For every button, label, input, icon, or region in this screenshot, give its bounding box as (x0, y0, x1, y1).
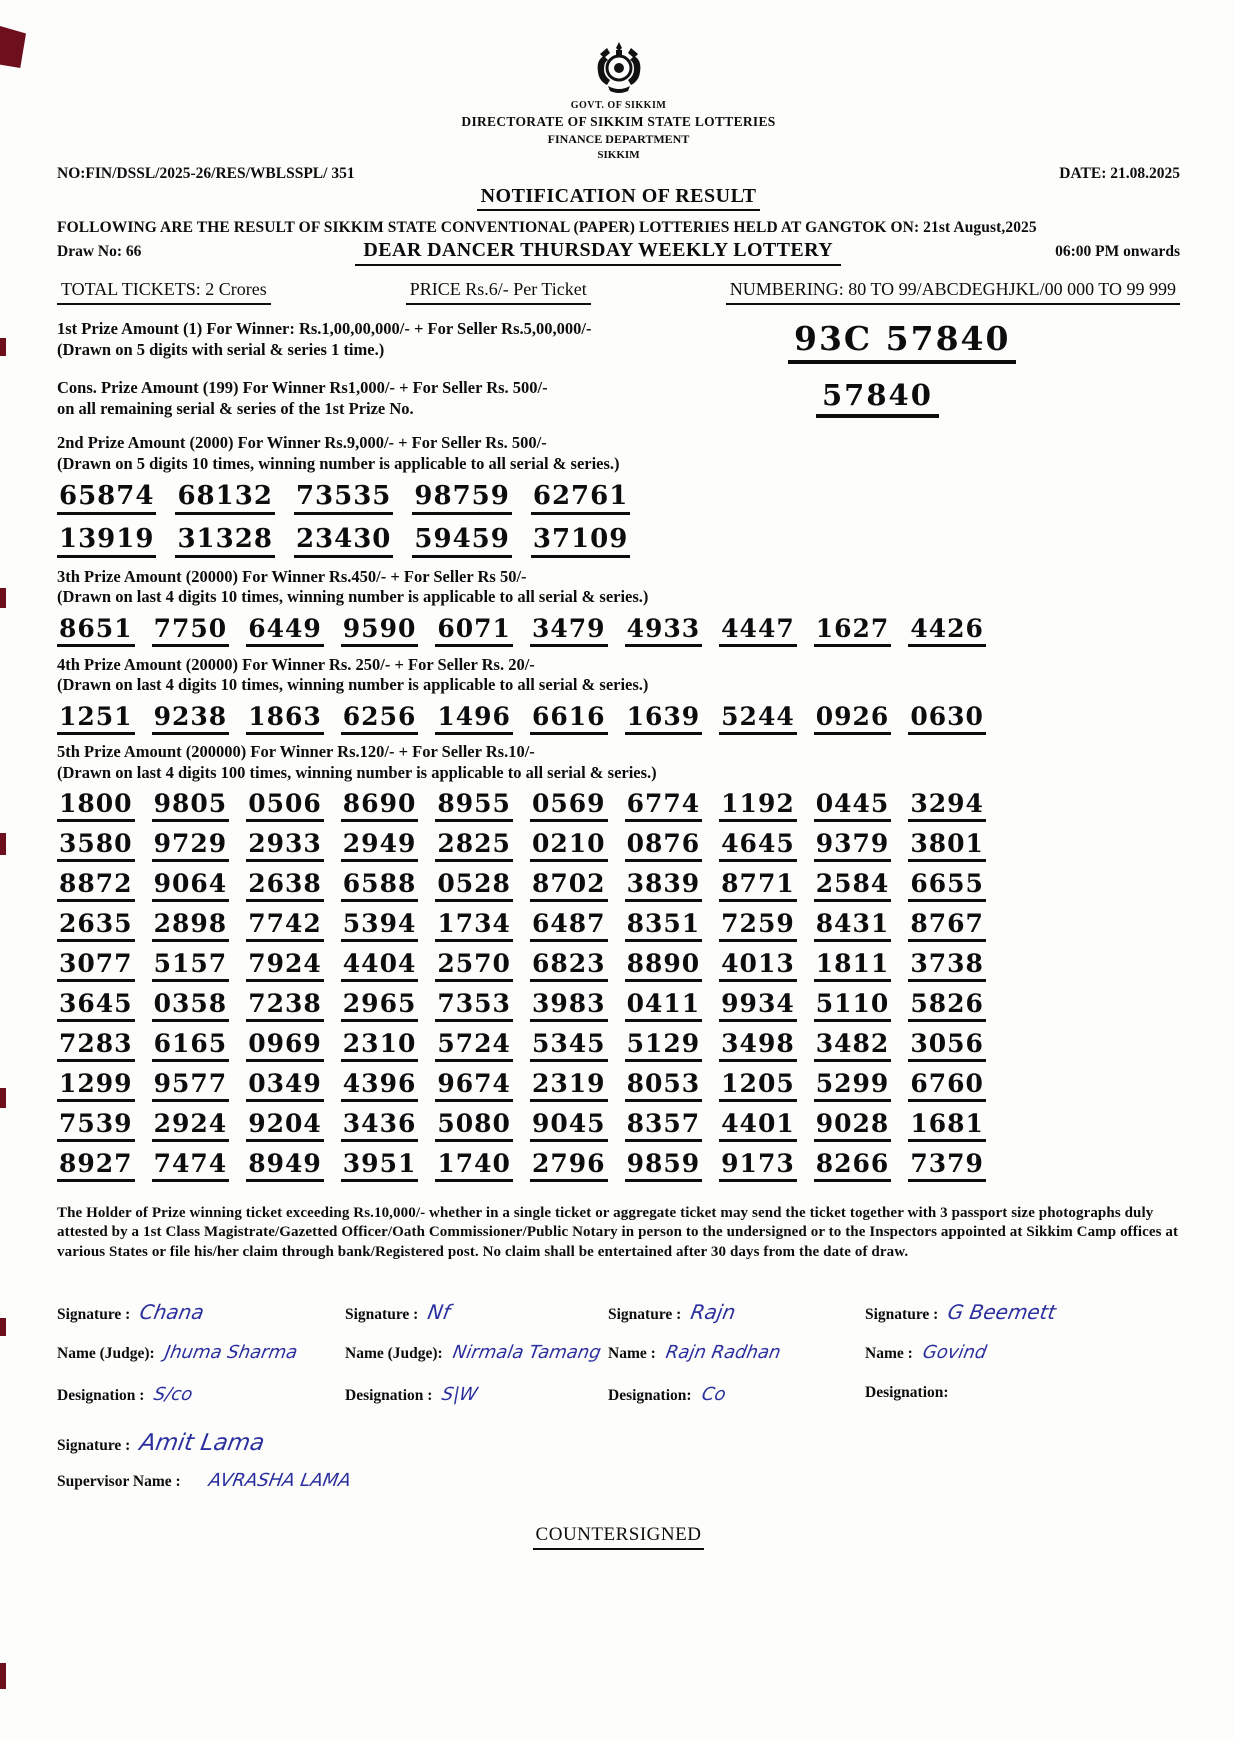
prize-number: 13919 (57, 524, 156, 558)
supervisor-signature-label: Signature : (57, 1436, 131, 1454)
prize-number: 3951 (341, 1149, 419, 1182)
prize-number: 3479 (530, 614, 608, 647)
emblem-caption: GOVT. OF SIKKIM (570, 100, 667, 111)
prize-number: 2638 (246, 869, 324, 902)
result-intro-line: FOLLOWING ARE THE RESULT OF SIKKIM STATE CONVENTIONAL (PAPER) LOTTERIES HELD AT GANGTOK ON: 21st August,2025 (57, 219, 1037, 236)
prize-number: 3294 (908, 789, 986, 822)
prize-number: 9204 (246, 1109, 324, 1142)
prize-number: 9028 (814, 1109, 892, 1142)
prize-number: 7742 (246, 909, 324, 942)
prize-number: 9577 (152, 1069, 230, 1102)
prize-number: 9045 (530, 1109, 608, 1142)
ticket-numbering: NUMBERING: 80 TO 99/ABCDEGHJKL/00 000 TO 99 999 (726, 279, 1180, 305)
prize-number: 65874 (57, 481, 156, 515)
second-prize-subheading: (Drawn on 5 digits 10 times, winning number is applicable to all serial & series.) (57, 453, 620, 473)
prize-number: 0569 (530, 789, 608, 822)
prize-number-row (57, 989, 1180, 1022)
prize-number: 1299 (57, 1069, 135, 1102)
signature-row (865, 1300, 1180, 1342)
prize-number: 0411 (625, 989, 703, 1022)
prize-number: 8266 (814, 1149, 892, 1182)
prize-number: 73535 (294, 481, 393, 515)
prize-number: 2965 (341, 989, 419, 1022)
prize-number: 9379 (814, 829, 892, 862)
signature-row (57, 1342, 345, 1384)
prize-number: 1863 (246, 702, 324, 735)
prize-number-row (57, 789, 1180, 822)
name-label: Name (Judge): (345, 1344, 443, 1362)
prize-number: 4404 (341, 949, 419, 982)
prize-number: 3839 (625, 869, 703, 902)
claim-instructions: The Holder of Prize winning ticket exceeding Rs.10,000/- whether in a single ticket or aggregate ticket may send the ticket together with 3 passport size photographs duly attested by a 1st Class Magistrate/Gazetted Officer/Oath Commissioner/Public Notary in person to the undersigned or to the Inspectors appointed at Sikkim Camp offices at various States or file his/her claim through bank/Registered post. No claim shall be entertained after 30 days from the date of draw. (57, 1205, 1179, 1260)
prize-number: 9064 (152, 869, 230, 902)
prize-number: 7474 (152, 1149, 230, 1182)
prize-number: 2933 (246, 829, 324, 862)
cons-prize-number: 57840 (816, 378, 939, 418)
org-department: FINANCE DEPARTMENT (547, 132, 690, 146)
fourth-prize-subheading: (Drawn on last 4 digits 10 times, winning number is applicable to all serial & series.) (57, 675, 649, 695)
prize-number: 2310 (341, 1029, 419, 1062)
prize-number: 7379 (908, 1149, 986, 1182)
prize-number: 7539 (57, 1109, 135, 1142)
signature-label: Signature : (345, 1305, 419, 1323)
prize-number: 59459 (412, 524, 511, 558)
supervisor-signature-handwriting: Amit Lama (138, 1429, 267, 1456)
designation-label: Designation: (865, 1383, 949, 1401)
prize-number: 0358 (152, 989, 230, 1022)
prize-number-row (57, 481, 1180, 515)
page-title: NOTIFICATION OF RESULT (57, 185, 1180, 208)
prize-number: 9729 (152, 829, 230, 862)
prize-number: 2570 (435, 949, 513, 982)
prize-number-row (57, 524, 1180, 558)
prize-number: 2949 (341, 829, 419, 862)
signature-column-2 (345, 1300, 608, 1426)
third-prize-subheading: (Drawn on last 4 digits 10 times, winning number is applicable to all serial & series.) (57, 587, 649, 607)
cons-prize-section (57, 378, 1180, 419)
designation-handwriting: S/co (152, 1383, 195, 1405)
prize-number: 9590 (341, 614, 419, 647)
scan-artifact (0, 833, 6, 855)
prize-number: 7353 (435, 989, 513, 1022)
prize-number-row (57, 702, 1180, 735)
first-prize-section (57, 319, 1180, 364)
designation-handwriting: S|W (440, 1383, 480, 1405)
prize-number: 1681 (908, 1109, 986, 1142)
prize-number: 0506 (246, 789, 324, 822)
prize-number: 5299 (814, 1069, 892, 1102)
prize-number: 1811 (814, 949, 892, 982)
prize-number: 7259 (719, 909, 797, 942)
fifth-prize-numbers (57, 789, 1180, 1182)
prize-number: 9934 (719, 989, 797, 1022)
countersigned-label: COUNTERSIGNED (57, 1524, 1180, 1546)
prize-number: 6071 (435, 614, 513, 647)
org-name: DIRECTORATE OF SIKKIM STATE LOTTERIES (461, 114, 776, 129)
prize-number: 2898 (152, 909, 230, 942)
designation-label: Designation: (608, 1386, 692, 1404)
supervisor-block (57, 1430, 1180, 1510)
prize-number: 3738 (908, 949, 986, 982)
signature-row (865, 1384, 1180, 1426)
prize-number: 0445 (814, 789, 892, 822)
prize-number: 62761 (531, 481, 630, 515)
prize-number: 1205 (719, 1069, 797, 1102)
prize-number: 37109 (531, 524, 630, 558)
prize-number: 8053 (625, 1069, 703, 1102)
prize-number: 9859 (625, 1149, 703, 1182)
prize-number: 0969 (246, 1029, 324, 1062)
prize-number: 3482 (814, 1029, 892, 1062)
scan-artifact (0, 26, 26, 68)
prize-number: 4426 (908, 614, 986, 647)
prize-number: 1192 (719, 789, 797, 822)
prize-number: 1251 (57, 702, 135, 735)
signature-row (608, 1300, 865, 1342)
signature-handwriting: G Beemett (946, 1299, 1059, 1324)
prize-number: 7283 (57, 1029, 135, 1062)
fifth-prize-heading: 5th Prize Amount (200000) For Winner Rs.120/- + For Seller Rs.10/- (57, 742, 535, 761)
prize-number: 5394 (341, 909, 419, 942)
cons-prize-heading: Cons. Prize Amount (199) For Winner Rs1,000/- + For Seller Rs. 500/- (57, 378, 548, 397)
first-prize-heading: 1st Prize Amount (1) For Winner: Rs.1,00,00,000/- + For Seller Rs.5,00,000/- (57, 319, 592, 338)
designation-handwriting: Co (699, 1383, 727, 1405)
prize-number: 3645 (57, 989, 135, 1022)
prize-number: 2796 (530, 1149, 608, 1182)
prize-number: 9173 (719, 1149, 797, 1182)
prize-number: 3436 (341, 1109, 419, 1142)
prize-number: 31328 (175, 524, 274, 558)
prize-number-row (57, 1029, 1180, 1062)
sikkim-emblem-icon (590, 81, 648, 98)
fourth-prize-numbers (57, 702, 1180, 735)
prize-number: 4933 (625, 614, 703, 647)
signature-row (57, 1300, 345, 1342)
name-handwriting: Jhuma Sharma (162, 1341, 299, 1363)
prize-number: 9238 (152, 702, 230, 735)
designation-label: Designation : (57, 1386, 145, 1404)
prize-number: 0528 (435, 869, 513, 902)
prize-number: 7238 (246, 989, 324, 1022)
prize-number: 4401 (719, 1109, 797, 1142)
signature-label: Signature : (865, 1305, 939, 1323)
prize-number: 8771 (719, 869, 797, 902)
prize-number: 2924 (152, 1109, 230, 1142)
second-prize-numbers (57, 481, 1180, 558)
signature-label: Signature : (608, 1305, 682, 1323)
prize-number: 6774 (625, 789, 703, 822)
prize-number: 3801 (908, 829, 986, 862)
prize-number: 8651 (57, 614, 135, 647)
supervisor-name-handwriting: AVRASHA LAMA (206, 1469, 353, 1491)
prize-number: 8690 (341, 789, 419, 822)
prize-number: 4013 (719, 949, 797, 982)
prize-number: 1800 (57, 789, 135, 822)
prize-number: 8872 (57, 869, 135, 902)
prize-number: 1740 (435, 1149, 513, 1182)
scan-artifact (0, 588, 6, 608)
prize-number: 9674 (435, 1069, 513, 1102)
prize-number: 3056 (908, 1029, 986, 1062)
prize-number: 4396 (341, 1069, 419, 1102)
prize-number: 5724 (435, 1029, 513, 1062)
name-label: Name : (608, 1344, 656, 1362)
org-state: SIKKIM (597, 149, 640, 161)
cons-prize-subheading: on all remaining serial & series of the 1st Prize No. (57, 398, 414, 418)
prize-number: 8357 (625, 1109, 703, 1142)
prize-number: 6823 (530, 949, 608, 982)
signature-row (608, 1342, 865, 1384)
prize-number: 9805 (152, 789, 230, 822)
second-prize-section (57, 433, 1180, 557)
prize-number: 7924 (246, 949, 324, 982)
prize-number-row (57, 614, 1180, 647)
signature-row (345, 1342, 608, 1384)
prize-number-row (57, 909, 1180, 942)
name-handwriting: Govind (920, 1341, 989, 1363)
draw-number: Draw No: 66 (57, 243, 142, 260)
prize-number: 8890 (625, 949, 703, 982)
draw-time: 06:00 PM onwards (1055, 243, 1180, 260)
prize-number: 5080 (435, 1109, 513, 1142)
prize-number: 5110 (814, 989, 892, 1022)
signature-row (345, 1384, 608, 1426)
prize-number: 0630 (908, 702, 986, 735)
prize-number-row (57, 829, 1180, 862)
signature-handwriting: Nf (426, 1299, 453, 1324)
first-prize-number: 93C 57840 (788, 319, 1016, 364)
fourth-prize-section (57, 655, 1180, 735)
prize-number: 8949 (246, 1149, 324, 1182)
name-label: Name : (865, 1344, 913, 1362)
prize-number: 6165 (152, 1029, 230, 1062)
prize-number: 0876 (625, 829, 703, 862)
prize-number-row (57, 949, 1180, 982)
signature-label: Signature : (57, 1305, 131, 1323)
prize-number: 6760 (908, 1069, 986, 1102)
prize-number: 2584 (814, 869, 892, 902)
signature-row (57, 1384, 345, 1426)
prize-number: 3498 (719, 1029, 797, 1062)
prize-number: 1496 (435, 702, 513, 735)
prize-number: 0349 (246, 1069, 324, 1102)
prize-number: 23430 (294, 524, 393, 558)
signature-row (608, 1384, 865, 1426)
prize-number: 1627 (814, 614, 892, 647)
prize-number-row (57, 1069, 1180, 1102)
prize-number: 8702 (530, 869, 608, 902)
prize-number: 68132 (175, 481, 274, 515)
reference-number: NO:FIN/DSSL/2025-26/RES/WBLSSPL/ 351 (57, 165, 355, 182)
header (57, 38, 1180, 161)
scan-artifact (0, 338, 6, 356)
scan-artifact (0, 1318, 6, 1336)
signature-column-4 (865, 1300, 1180, 1426)
prize-number: 5157 (152, 949, 230, 982)
prize-number: 6655 (908, 869, 986, 902)
prize-number: 1639 (625, 702, 703, 735)
prize-number: 8955 (435, 789, 513, 822)
prize-number: 1734 (435, 909, 513, 942)
lottery-name: DEAR DANCER THURSDAY WEEKLY LOTTERY (355, 239, 841, 266)
prize-number: 3580 (57, 829, 135, 862)
third-prize-numbers (57, 614, 1180, 647)
signature-handwriting: Rajn (689, 1299, 738, 1324)
prize-number: 5129 (625, 1029, 703, 1062)
prize-number: 8767 (908, 909, 986, 942)
third-prize-heading: 3th Prize Amount (20000) For Winner Rs.450/- + For Seller Rs 50/- (57, 566, 527, 586)
name-handwriting: Rajn Radhan (663, 1341, 783, 1363)
first-prize-subheading: (Drawn on 5 digits with serial & series 1 time.) (57, 339, 385, 359)
prize-number: 6588 (341, 869, 419, 902)
prize-number: 6449 (246, 614, 324, 647)
signature-row (865, 1342, 1180, 1384)
prize-number: 4447 (719, 614, 797, 647)
ticket-price: PRICE Rs.6/- Per Ticket (406, 279, 591, 305)
prize-number: 6256 (341, 702, 419, 735)
document-date: DATE: 21.08.2025 (1059, 165, 1180, 182)
scan-artifact (0, 1663, 6, 1689)
prize-number: 5345 (530, 1029, 608, 1062)
prize-number: 2635 (57, 909, 135, 942)
prize-number: 3077 (57, 949, 135, 982)
prize-number: 3983 (530, 989, 608, 1022)
prize-number: 0210 (530, 829, 608, 862)
prize-number: 0926 (814, 702, 892, 735)
prize-number: 6487 (530, 909, 608, 942)
prize-number: 5826 (908, 989, 986, 1022)
fourth-prize-heading: 4th Prize Amount (20000) For Winner Rs. 250/- + For Seller Rs. 20/- (57, 654, 535, 674)
prize-number: 8351 (625, 909, 703, 942)
total-tickets: TOTAL TICKETS: 2 Crores (57, 279, 271, 305)
prize-number-row (57, 1149, 1180, 1182)
third-prize-section (57, 567, 1180, 647)
fifth-prize-section (57, 742, 1180, 1182)
prize-number: 2825 (435, 829, 513, 862)
prize-number-row (57, 869, 1180, 902)
signature-column-1 (57, 1300, 345, 1426)
scan-artifact (0, 1088, 6, 1108)
signature-handwriting: Chana (138, 1299, 207, 1324)
signature-block (57, 1300, 1180, 1426)
prize-number: 7750 (152, 614, 230, 647)
second-prize-heading: 2nd Prize Amount (2000) For Winner Rs.9,000/- + For Seller Rs. 500/- (57, 433, 547, 453)
prize-number: 2319 (530, 1069, 608, 1102)
prize-number: 6616 (530, 702, 608, 735)
designation-label: Designation : (345, 1386, 433, 1404)
supervisor-name-label: Supervisor Name : (57, 1472, 181, 1490)
name-handwriting: Nirmala Tamang (450, 1341, 603, 1363)
prize-number: 8431 (814, 909, 892, 942)
name-label: Name (Judge): (57, 1344, 155, 1362)
signature-row (345, 1300, 608, 1342)
signature-column-3 (608, 1300, 865, 1426)
prize-number: 5244 (719, 702, 797, 735)
prize-number: 8927 (57, 1149, 135, 1182)
prize-number-row (57, 1109, 1180, 1142)
prize-number: 98759 (412, 481, 511, 515)
prize-number: 4645 (719, 829, 797, 862)
fifth-prize-subheading: (Drawn on last 4 digits 100 times, winning number is applicable to all serial & series.) (57, 762, 657, 782)
